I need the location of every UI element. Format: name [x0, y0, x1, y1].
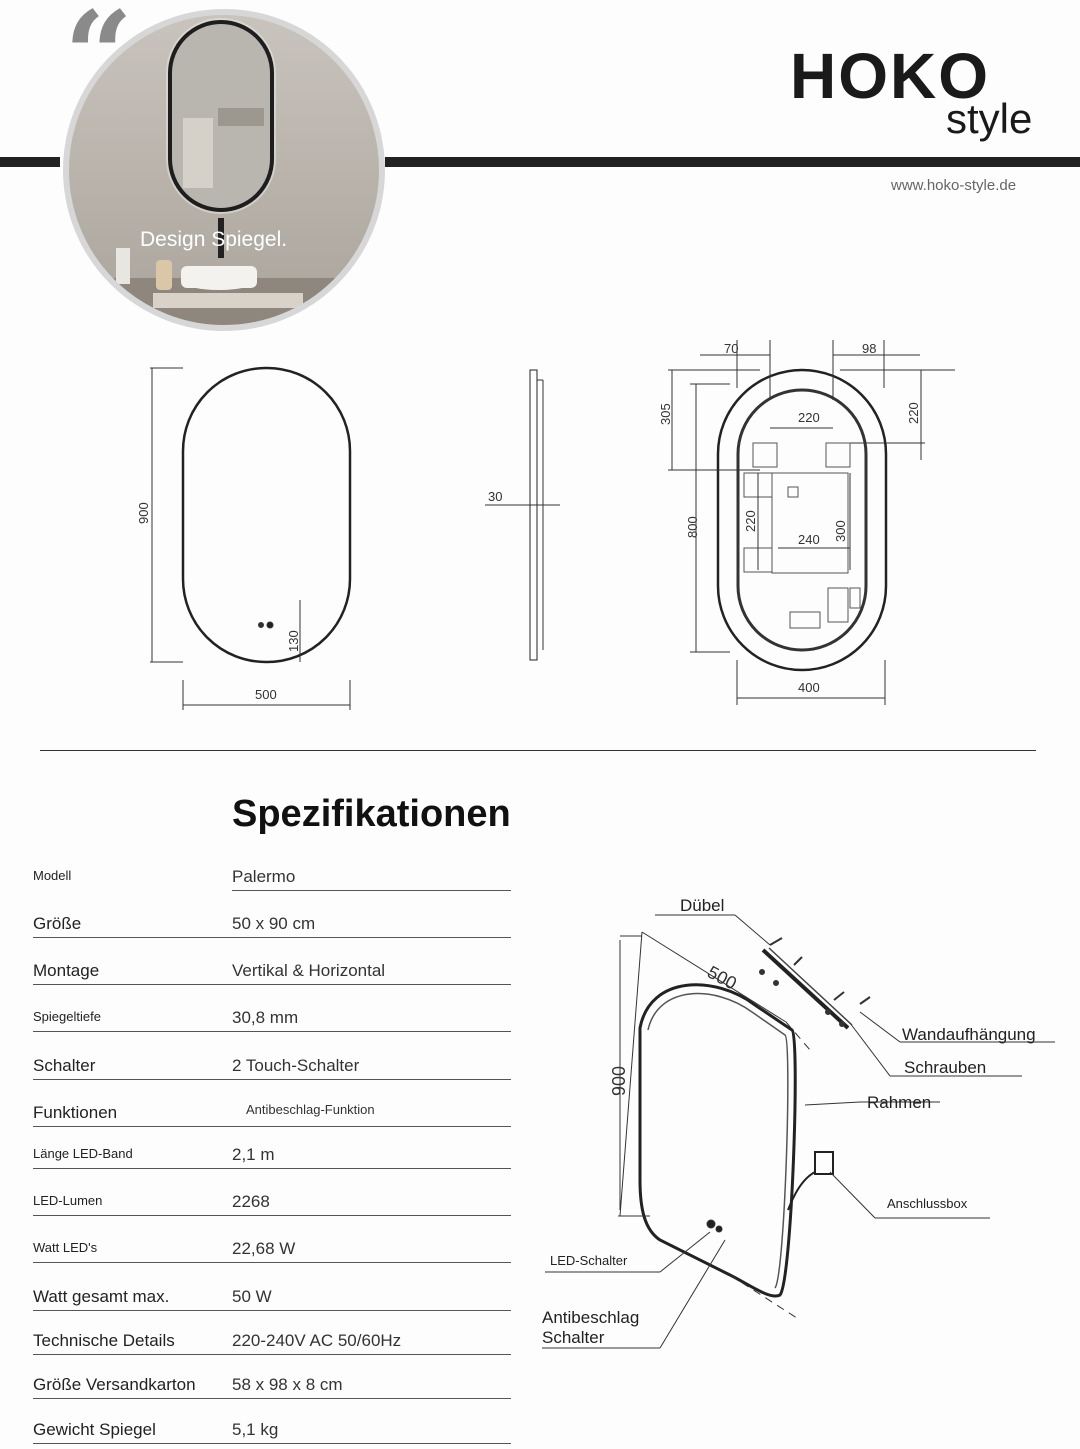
- row-rule: [33, 1126, 511, 1127]
- quote-icon: “: [64, 0, 134, 126]
- spec-value: 5,1 kg: [232, 1420, 279, 1439]
- iso-width-label: 500: [704, 961, 741, 994]
- section-divider: [40, 750, 1036, 751]
- spec-value: Vertikal & Horizontal: [232, 961, 386, 980]
- antifog-label-line2: Schalter: [542, 1328, 605, 1347]
- row-rule: [33, 1310, 511, 1311]
- technical-drawings: [0, 300, 1080, 720]
- wall-mount-label: Wandaufhängung: [902, 1025, 1036, 1044]
- row-rule: [33, 937, 511, 938]
- dowel-label: Dübel: [680, 896, 725, 915]
- bracket-spacing-label: 220: [798, 410, 820, 425]
- row-rule: [33, 1031, 511, 1032]
- top-left-offset-label: 70: [724, 341, 739, 356]
- inner-side-label: 300: [833, 520, 848, 542]
- front-view: [136, 368, 350, 710]
- spec-row-led-lumen: [33, 1176, 511, 1216]
- spec-label: LED-Lumen: [33, 1193, 103, 1208]
- inner-height-label: 220: [743, 510, 758, 532]
- spec-label: Länge LED-Band: [33, 1146, 133, 1161]
- frame-label: Rahmen: [867, 1093, 932, 1112]
- spec-value: 58 x 98 x 8 cm: [232, 1375, 343, 1394]
- row-rule: [33, 1215, 511, 1216]
- spec-row-size: [33, 898, 511, 938]
- spec-value: Palermo: [232, 867, 296, 886]
- row-rule: [232, 890, 511, 891]
- left-top-height-label: 305: [658, 403, 673, 425]
- spec-value: 2,1 m: [232, 1145, 275, 1164]
- spec-label: Watt LED's: [33, 1240, 98, 1255]
- spec-label: Spiegeltiefe: [33, 1009, 101, 1024]
- spec-value: 22,68 W: [232, 1239, 296, 1258]
- header-rule-left: [0, 157, 60, 167]
- header-rule-right: [385, 157, 1080, 167]
- spec-row-weight: [33, 1404, 511, 1444]
- row-rule: [33, 984, 511, 985]
- top-right-offset-label: 98: [862, 341, 877, 356]
- spec-label: Technische Details: [33, 1331, 175, 1350]
- spec-label: Montage: [33, 961, 100, 980]
- depth-label: 30: [488, 489, 503, 504]
- spec-title: Spezifikationen: [232, 793, 511, 835]
- spec-row-led-watt: [33, 1223, 511, 1263]
- spec-label: Watt gesamt max.: [33, 1287, 170, 1306]
- spec-label: Funktionen: [33, 1103, 118, 1122]
- spec-label: Schalter: [33, 1056, 96, 1075]
- spec-value: 50 W: [232, 1287, 272, 1306]
- spec-row-led-length: [33, 1129, 511, 1169]
- spec-row-functions: [33, 1087, 511, 1127]
- spec-value: 50 x 90 cm: [232, 914, 316, 933]
- left-height-label: 800: [685, 516, 700, 538]
- row-rule: [33, 1168, 511, 1169]
- spec-value: 2268: [232, 1192, 270, 1211]
- front-width-label: 500: [255, 687, 277, 702]
- spec-row-switch: [33, 1040, 511, 1080]
- junction-box-label: Anschlussbox: [887, 1196, 968, 1211]
- spec-value: 30,8 mm: [232, 1008, 299, 1027]
- right-top-height-label: 220: [906, 402, 921, 424]
- front-height-label: 900: [136, 502, 151, 524]
- back-view: [658, 340, 955, 705]
- spec-row-depth: [33, 992, 511, 1032]
- side-view: [485, 370, 560, 660]
- spec-row-shipping-box: [33, 1359, 511, 1399]
- row-rule: [33, 1354, 511, 1355]
- led-switch-label: LED-Schalter: [550, 1253, 628, 1268]
- spec-label: Modell: [33, 868, 72, 883]
- bottom-width-label: 400: [798, 680, 820, 695]
- spec-value: Antibeschlag-Funktion: [246, 1102, 375, 1117]
- row-rule: [33, 1262, 511, 1263]
- spec-value: 220-240V AC 50/60Hz: [232, 1331, 402, 1350]
- spec-value: 2 Touch-Schalter: [232, 1056, 360, 1075]
- antifog-label-line1: Antibeschlag: [542, 1308, 640, 1327]
- spec-row-mounting: [33, 945, 511, 985]
- brand-logo: HOKO: [790, 40, 990, 112]
- assembly-drawing: [530, 880, 1070, 1360]
- spec-row-total-watt: [33, 1271, 511, 1311]
- row-rule: [33, 1398, 511, 1399]
- screws-label: Schrauben: [904, 1058, 987, 1077]
- switch-offset-label: 130: [286, 630, 301, 652]
- spec-row-technical: [33, 1315, 511, 1355]
- website-url: www.hoko-style.de: [891, 177, 1017, 194]
- inner-width-label: 240: [798, 532, 820, 547]
- spec-label: Größe: [33, 914, 82, 933]
- brand-logo-sub: style: [946, 95, 1033, 142]
- iso-height-label: 900: [609, 1065, 629, 1096]
- row-rule: [33, 1443, 511, 1444]
- hero-tagline: Design Spiegel.: [140, 228, 288, 251]
- spec-label: Größe Versandkarton: [33, 1375, 196, 1394]
- spec-label: Gewicht Spiegel: [33, 1420, 156, 1439]
- spec-row-model: [33, 851, 511, 891]
- row-rule: [33, 1079, 511, 1080]
